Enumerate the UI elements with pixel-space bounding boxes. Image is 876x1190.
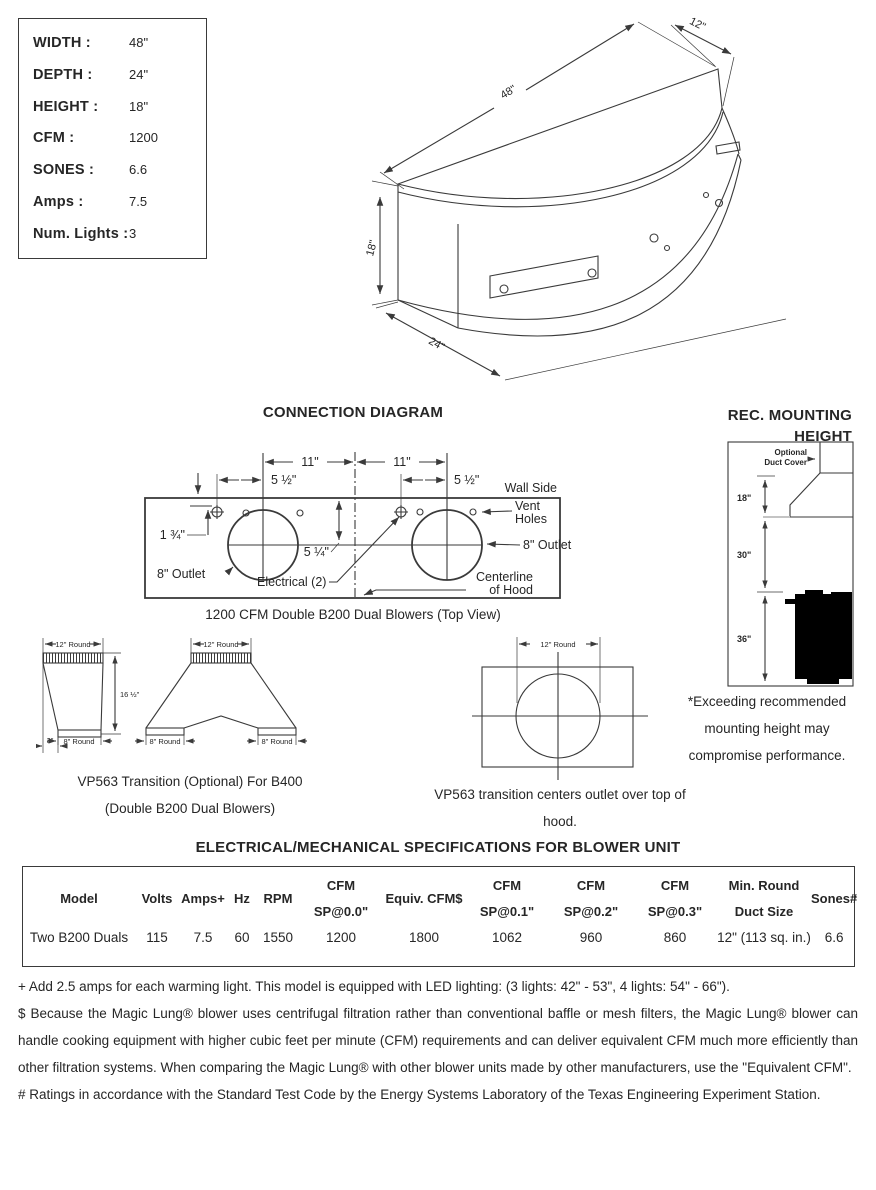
electrical-knockout-right	[394, 505, 408, 519]
spec-label: Amps :	[33, 194, 84, 211]
spec-value: 24"	[129, 66, 149, 82]
spec-row	[33, 35, 202, 51]
dim-12-round: 12" Round	[540, 640, 576, 649]
vp563-top-view-drawing	[468, 627, 658, 783]
connection-diagram-drawing	[133, 440, 573, 606]
header-cell-model: Model	[60, 890, 98, 906]
duct-cover-outline	[820, 442, 853, 473]
dim-12-round: 12" Round	[55, 640, 91, 649]
spec-value: 6.6	[129, 162, 148, 178]
spec-row	[33, 99, 202, 115]
duct-cover-label: Duct Cover	[764, 458, 807, 467]
transition-front-view	[135, 638, 307, 746]
spec-table	[22, 866, 858, 967]
vent-hole	[297, 510, 303, 516]
vent-holes-label: Vent	[515, 499, 541, 513]
mounting-height-title: REC. MOUNTING HEIGHT	[727, 407, 852, 445]
dim-11-right: 11"	[393, 455, 411, 469]
outlet-right-label: 8" Outlet	[523, 538, 572, 552]
spec-value: 1200	[129, 130, 158, 146]
spec-value: 48"	[129, 34, 149, 50]
spec-label: WIDTH :	[33, 34, 91, 51]
header-cell-sones: Sones#	[811, 890, 858, 906]
spec-row	[33, 226, 202, 242]
vent-holes-label: Holes	[515, 512, 547, 526]
dim-12-round: 12" Round	[203, 640, 239, 649]
dim-8-round: 8" Round	[261, 737, 293, 746]
electrical-label: Electrical (2)	[257, 575, 327, 589]
spec-row	[33, 67, 202, 83]
cell-cfm-sp03: 860	[663, 930, 687, 945]
spec-summary-box	[18, 18, 207, 259]
header-cell-hz: Hz	[234, 890, 250, 906]
header-cell-duct-size: Min. Round Duct Size	[728, 877, 800, 919]
cell-hz: 60	[234, 930, 250, 945]
cell-cfm-sp00: 1200	[325, 930, 357, 945]
footnote-equiv-cfm: $ Because the Magic Lung® blower uses centrifugal filtration rather than conventional baffle or mesh filters, the Magic Lung® blower can handle cooking equipment with higher cubic feet per minute (CFM) requirements and can deliver equivalent CFM much more efficiently than other filtration systems. When comparing the Magic Lung® with other blower units made by other manufacturers, use the "Equivalent CFM".	[18, 1006, 858, 1075]
spec-label: Num. Lights :	[33, 225, 129, 242]
cell-cfm-sp02: 960	[579, 930, 603, 945]
dim-label-12: 12"	[687, 15, 708, 34]
cell-volts: 115	[146, 930, 168, 945]
vent-hole	[417, 509, 423, 515]
hood-outline	[398, 69, 741, 336]
spec-row	[33, 194, 202, 210]
outlet-left-label: 8" Outlet	[157, 567, 206, 581]
dim-11-left: 11"	[301, 455, 319, 469]
duct-cover-label: Optional	[774, 448, 807, 457]
header-cell-rpm: RPM	[263, 890, 293, 906]
dim-36: 36"	[737, 634, 752, 644]
iso-hood-drawing	[358, 2, 874, 394]
spec-value: 18"	[129, 98, 149, 114]
header-cell-volts: Volts	[141, 890, 173, 906]
spec-value: 3	[129, 225, 137, 241]
header-cell-cfm-sp03: CFM SP@0.3"	[647, 877, 703, 919]
vent-hole	[470, 509, 476, 515]
header-cell-amps: Amps+	[181, 890, 225, 906]
cell-amps: 7.5	[193, 930, 213, 945]
hood-profile	[790, 473, 853, 517]
footnote-amps: + Add 2.5 amps for each warming light. This model is equipped with LED lighting: (3 lights: 42" - 53", 4 lights: 54" - 66").	[18, 979, 730, 994]
electrical-knockout-left	[210, 505, 224, 519]
dim-8-round: 8" Round	[63, 737, 95, 746]
dim-label-48: 48"	[498, 83, 519, 102]
vp563-top-view-caption: VP563 transition centers outlet over top of hood.	[434, 787, 686, 829]
spec-row	[33, 130, 202, 146]
spec-label: DEPTH :	[33, 66, 93, 83]
dim-16half: 16 ½"	[120, 690, 140, 699]
cell-cfm-sp01: 1062	[491, 930, 523, 945]
connection-diagram-title: CONNECTION DIAGRAM	[262, 404, 444, 421]
cell-model: Two B200 Duals	[29, 930, 129, 945]
cell-equiv-cfm: 1800	[408, 930, 440, 945]
dim-label-18: 18"	[364, 238, 380, 258]
footnotes	[18, 973, 858, 1108]
dim-8-round: 8" Round	[149, 737, 181, 746]
dim-5half-right: 5 ½"	[454, 473, 480, 487]
dim-5half-left: 5 ½"	[271, 473, 297, 487]
range-silhouette	[785, 590, 852, 684]
transition-side-view	[36, 638, 140, 753]
spec-label: SONES :	[33, 162, 95, 179]
connection-diagram-caption: 1200 CFM Double B200 Dual Blowers (Top View)	[205, 607, 501, 622]
spec-table-title: ELECTRICAL/MECHANICAL SPECIFICATIONS FOR BLOWER UNIT	[195, 839, 681, 856]
spec-row	[33, 162, 202, 178]
header-cell-cfm-sp01: CFM SP@0.1"	[479, 877, 535, 919]
header-cell-equiv-cfm: Equiv. CFM$	[385, 890, 463, 906]
spec-value: 7.5	[129, 194, 148, 210]
spec-label: CFM :	[33, 130, 75, 147]
header-cell-cfm-sp00: CFM SP@0.0"	[313, 877, 369, 919]
dim-18: 18"	[737, 493, 752, 503]
header-cell-cfm-sp02: CFM SP@0.2"	[563, 877, 619, 919]
wall-side-label: Wall Side	[504, 481, 557, 495]
centerline-label: Centerline	[476, 570, 533, 584]
dim-label-24: 24"	[426, 335, 447, 354]
mounting-height-drawing	[727, 441, 855, 689]
dim-30: 30"	[737, 550, 752, 560]
cell-sones: 6.6	[824, 930, 844, 945]
footnote-ratings: # Ratings in accordance with the Standard Test Code by the Energy Systems Laboratory of the Texas Engineering Experiment Station.	[18, 1087, 821, 1102]
dim-1-34: 1 ¾"	[159, 528, 185, 542]
cell-rpm: 1550	[262, 930, 294, 945]
spec-label: HEIGHT :	[33, 98, 99, 115]
cell-duct-size: 12" (113 sq. in.)	[717, 930, 811, 945]
vp563-caption: VP563 Transition (Optional) For B400 (Double B200 Dual Blowers)	[77, 774, 303, 816]
dim-3: 3"	[46, 736, 54, 745]
vp563-transition-drawing	[36, 633, 328, 757]
dim-5-14: 5 ¼"	[303, 545, 329, 559]
centerline-label: of Hood	[489, 583, 533, 597]
mounting-height-note: *Exceeding recommended mounting height may compromise performance.	[687, 694, 847, 763]
